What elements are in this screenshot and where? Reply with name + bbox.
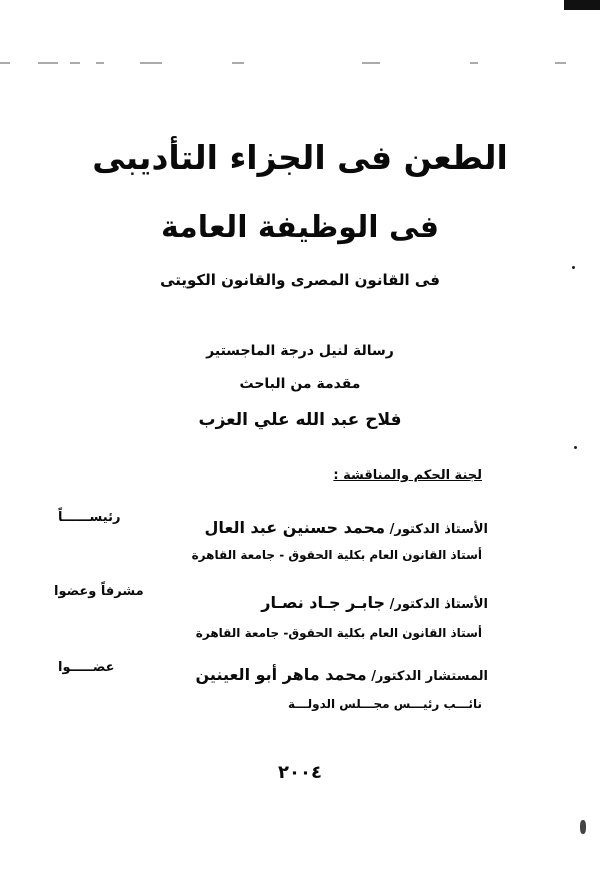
member-role: عضـــــوا: [58, 660, 115, 675]
scan-speck: [580, 820, 586, 834]
committee-heading: لجنة الحكم والمناقشة :: [333, 468, 482, 483]
title-line-1: الطعن فى الجزاء التأديبى: [92, 138, 508, 177]
member-name: محمد ماهر أبو العينين: [195, 665, 367, 684]
member-title: الأستاذ الدكتور/: [389, 522, 488, 537]
member-affiliation: أستاذ القانون العام بكلية الحقوق - جامعة القاهرة: [191, 548, 482, 562]
member-title: الأستاذ الدكتور/: [389, 597, 488, 612]
scan-speck: [574, 446, 577, 449]
committee-member-2: [261, 593, 488, 612]
title-line-2: فى الوظيفة العامة: [160, 210, 440, 245]
researcher-name: فلاح عبد الله علي العزب: [198, 410, 402, 430]
committee-member-1: [205, 518, 488, 537]
member-affiliation: أستاذ القانون العام بكلية الحقوق- جامعة القاهرة: [195, 626, 482, 640]
thesis-purpose: رسالة لنيل درجة الماجستير: [206, 343, 394, 359]
member-role: رئيســــــاً: [58, 510, 121, 525]
committee-member-3: [196, 665, 488, 684]
presented-by: مقدمة من الباحث: [239, 376, 361, 392]
year: ٢٠٠٤: [278, 762, 322, 783]
scan-speck: [572, 266, 575, 269]
subtitle: فى القانون المصرى والقانون الكويتى: [160, 271, 440, 289]
member-name: محمد حسنين عبد العال: [204, 518, 386, 537]
scan-dash-line: [0, 60, 600, 66]
scan-corner-mark: [564, 0, 600, 10]
member-name: جابـر جـاد نصـار: [261, 593, 386, 612]
member-role: مشرفاً وعضوا: [54, 584, 144, 599]
member-affiliation: نائـــب رئيـــس مجـــلس الدولـــة: [288, 697, 482, 711]
member-title: المستشار الدكتور/: [371, 669, 488, 684]
